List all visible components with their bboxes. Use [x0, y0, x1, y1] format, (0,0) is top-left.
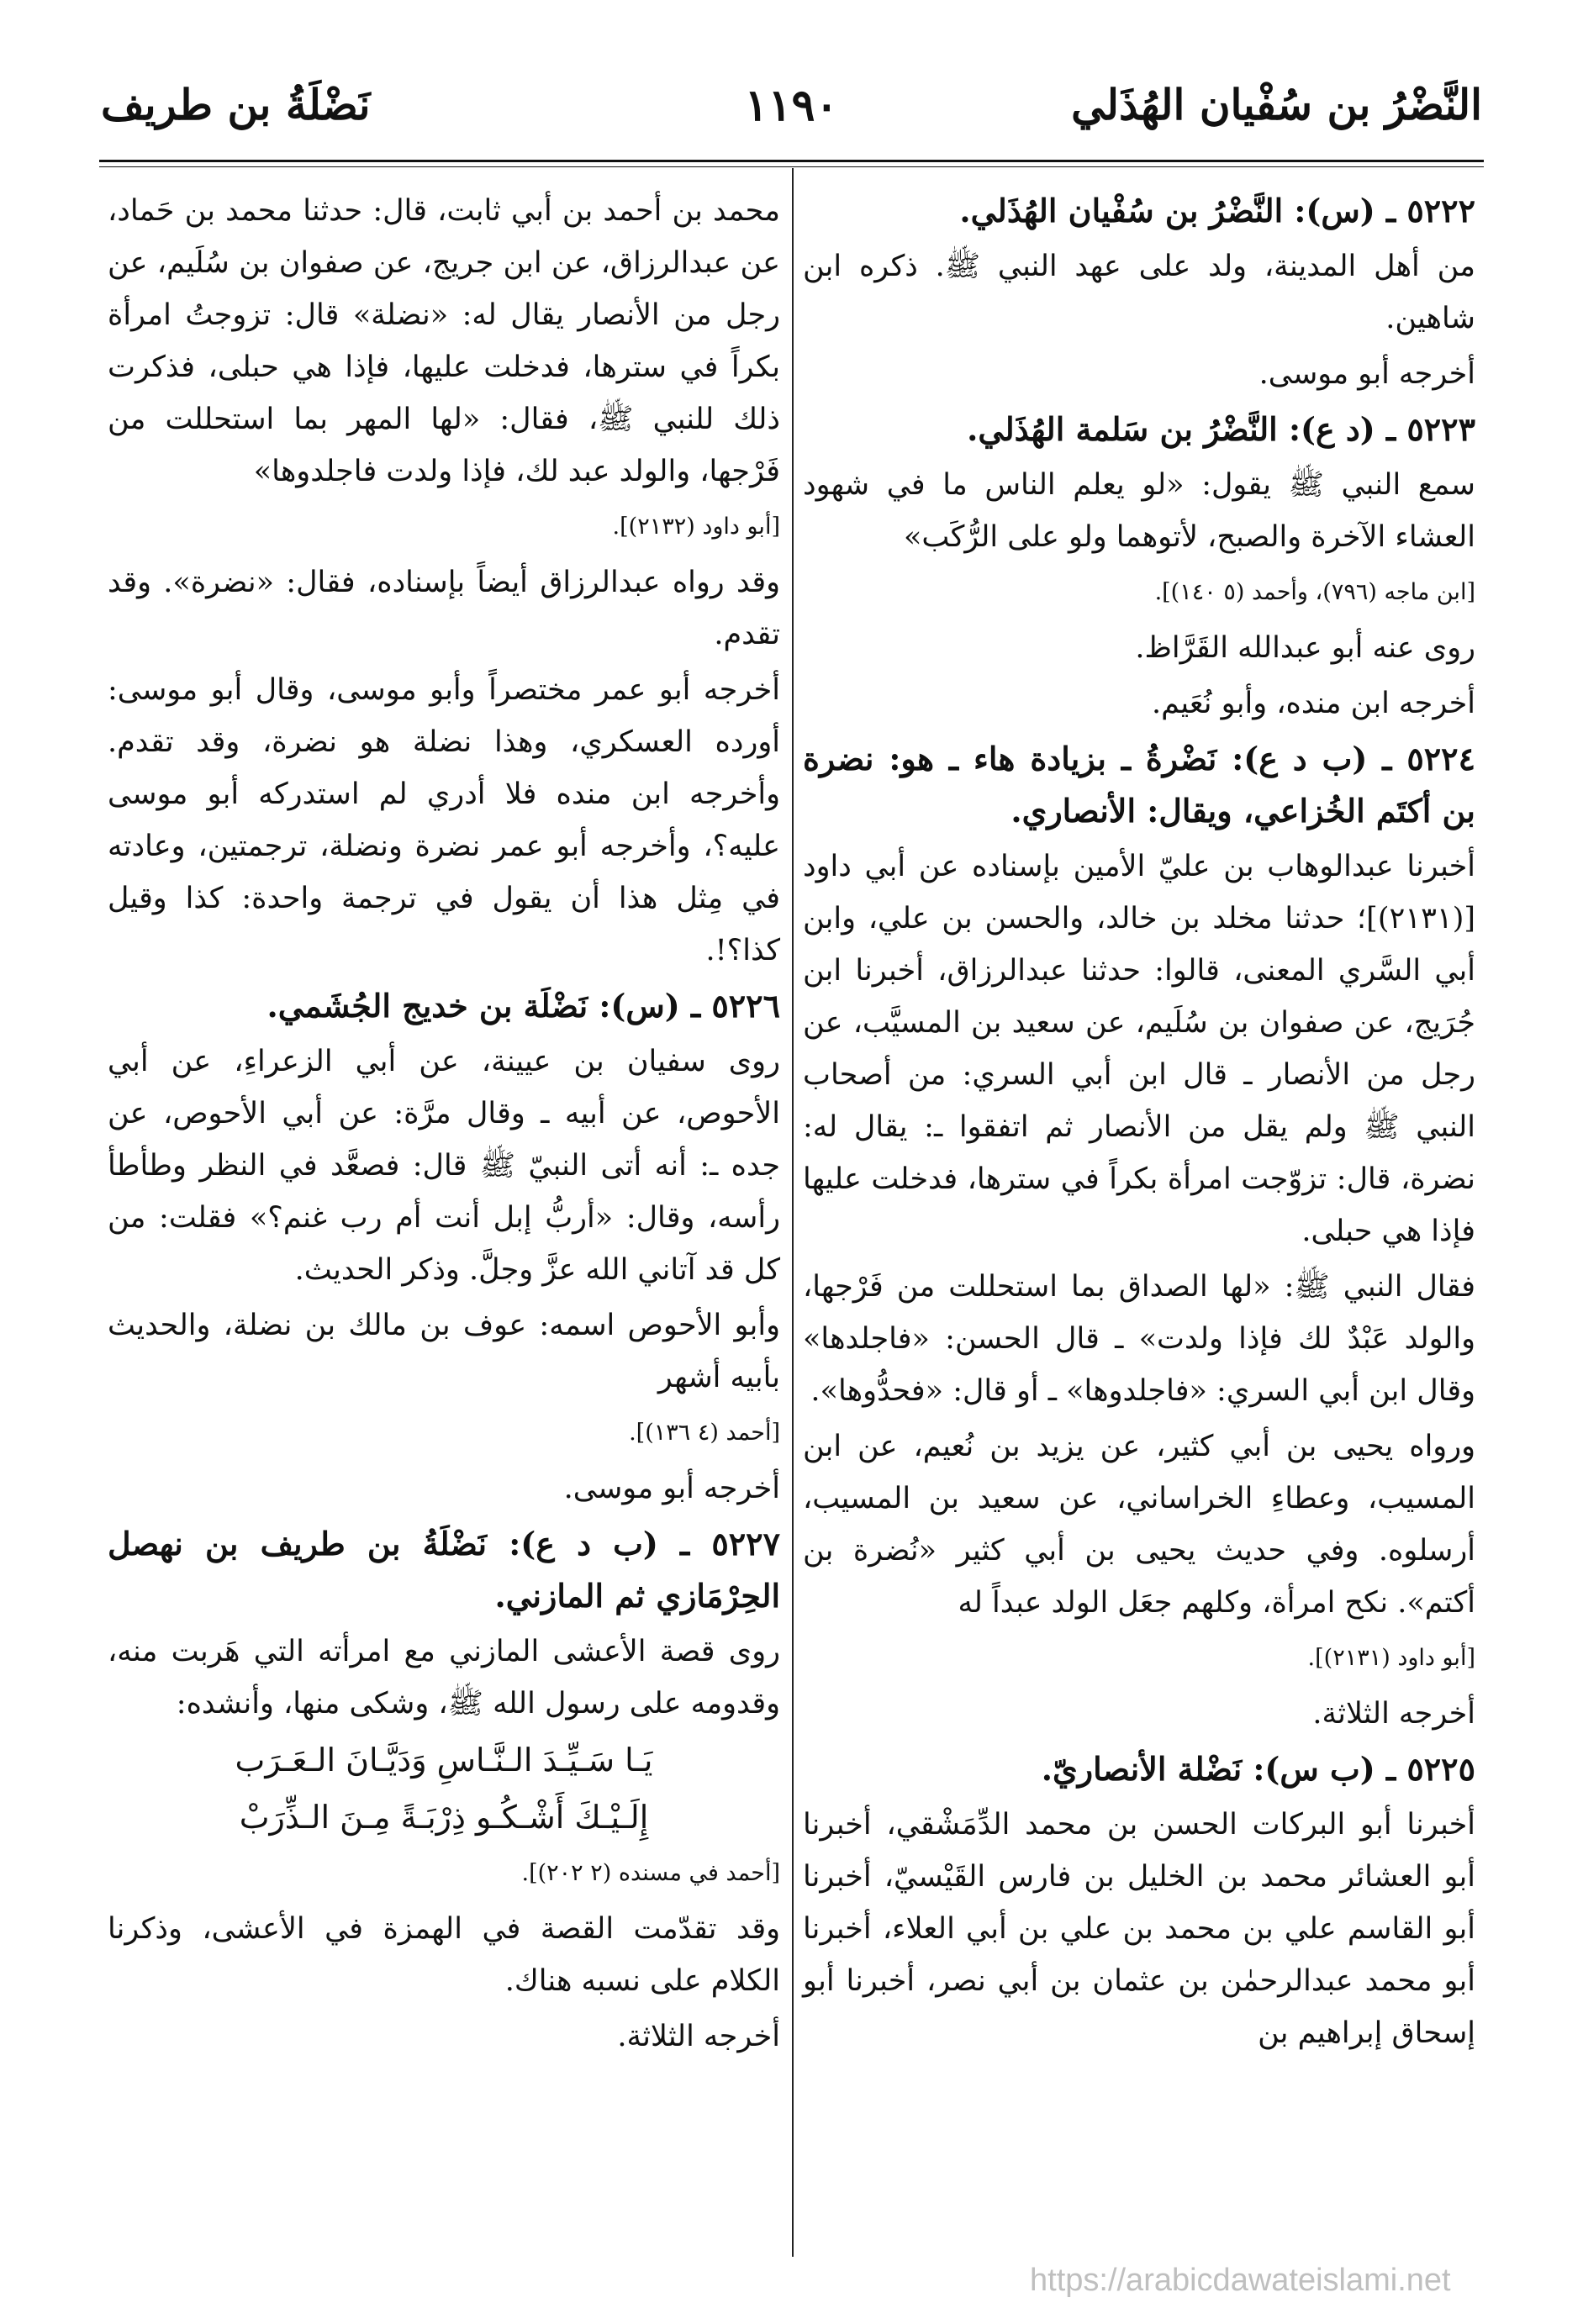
paragraph: وقد رواه عبدالرزاق أيضاً بإسناده، فقال: «نضرة». وقد تقدم. [108, 566, 780, 651]
poem-verse: إِلَـيْـكَ أَشْـكُـو ذِرْبَـةً مِـنَ الـذِّرَبْ [239, 1799, 649, 1836]
entry-heading: ٥٢٢٦ ـ (س): نَضْلَة بن خديج الجُشَمي. [266, 987, 780, 1025]
page-number: ١١٩٠ [744, 80, 839, 131]
left-column [108, 185, 780, 2066]
citation: [أحمد في مسنده (٢ ٢٠٢)]. [521, 1860, 780, 1886]
entry-heading: ٥٢٢٤ ـ (ب د ع): نَضْرةُ ـ بزيادة هاء ـ هو: نضرة بن أكتَم الخُزاعي، ويقال: الأنصاري. [803, 740, 1475, 830]
paragraph: روى عنه أبو عبدالله القَرَّاظ. [1135, 631, 1475, 665]
paragraph: أخرجه أبو عمر مختصراً وأبو موسى، وقال أبو موسى: أورده العسكري، وهذا نضلة هو نضرة، وقد تقدم. وأخرجه ابن منده فلا أدري لم استدركه أبو موسى عليه؟، وأخرجه أبو عمر نضرة ونضلة، ترجمتين، وعادته في مِثل هذا أن يقول في ترجمة واحدة: كذا وقيل كذا؟!. [108, 673, 780, 967]
paragraph: من أهل المدينة، ولد على عهد النبي ﷺ. ذكره ابن شاهين. [803, 250, 1475, 335]
paragraph: روى سفيان بن عيينة، عن أبي الزعراءِ، عن أبي الأحوص، عن أبيه ـ وقال مرَّة: عن أبي الأحوص، عن جده ـ: أنه أتى النبيّ ﷺ قال: فصعَّد في النظر وطأطأ رأسه، وقال: «أربُّ إبل أنت أم رب غنم؟» فقلت: من كل قد آتاني الله عزَّ وجلَّ. وذكر الحديث. [108, 1045, 780, 1287]
citation: [أبو داود (٢١٣٢)]. [612, 514, 780, 540]
right-column [803, 185, 1475, 2063]
entry-heading: ٥٢٢٢ ـ (س): النَّضْرُ بن سُفْيان الهُذَلي. [959, 192, 1475, 229]
paragraph: أخرجه الثلاثة. [1312, 1697, 1475, 1731]
paragraph: أخرجه أبو موسى. [1258, 357, 1475, 391]
citation: [ابن ماجه (٧٩٦)، وأحمد (٥ ١٤٠)]. [1154, 579, 1475, 605]
column-divider [792, 168, 794, 2257]
paragraph: سمع النبي ﷺ يقول: «لو يعلم الناس ما في شهود العشاء الآخرة والصبح، لأتوهما ولو على الرُّكَب» [803, 468, 1475, 554]
paragraph: أخرجه الثلاثة. [617, 2020, 780, 2053]
paragraph: محمد بن أحمد بن أبي ثابت، قال: حدثنا محمد بن حَماد، عن عبدالرزاق، عن ابن جريج، عن صفوان بن سُلَيم، عن رجل من الأنصار يقال له: «نضلة» قال: تزوجتُ امرأة بكراً في سترها، فدخلت عليها، فإذا هي حبلى، فذكرت ذلك للنبي ﷺ، فقال: «لها المهر بما استحللت من فَرْجها، والولد عبد لك، فإذا ولدت فاجلدوها» [108, 194, 780, 488]
citation: [أبو داود (٢١٣١)]. [1307, 1645, 1475, 1671]
citation: [أحمد (٤ ١٣٦)]. [629, 1420, 780, 1446]
paragraph: روى قصة الأعشى المازني مع امرأته التي هَربت منه، وقدومه على رسول الله ﷺ، وشكى منها، وأنشده: [108, 1635, 780, 1721]
page-header [101, 80, 1482, 147]
watermark-url: https://arabicdawateislami.net [1030, 2263, 1451, 2298]
paragraph: وقد تقدّمت القصة في الهمزة في الأعشى، وذكرنا الكلام على نسبه هناك. [108, 1912, 780, 1998]
entry-heading: ٥٢٢٣ ـ (د ع): النَّضْرُ بن سَلمة الهُذَلي. [967, 410, 1475, 448]
paragraph: أخرجه أبو موسى. [563, 1472, 780, 1505]
running-title-right: النَّضْرُ بن سُفْيان الهُذَلي [1071, 80, 1482, 129]
paragraph: أخبرنا أبو البركات الحسن بن محمد الدِّمَشْقي، أخبرنا أبو العشائر محمد بن الخليل بن فارس القَيْسيّ، أخبرنا أبو القاسم علي بن محمد بن علي بن أبي العلاء، أخبرنا أبو محمد عبدالرحمٰن بن عثمان بن أبي نصر، أخبرنا أبو إسحاق إبراهيم بن [803, 1808, 1475, 2050]
paragraph: ورواه يحيى بن أبي كثير، عن يزيد بن نُعيم، عن ابن المسيب، وعطاءِ الخراساني، عن سعيد بن المسيب، أرسلوه. وفي حديث يحيى بن أبي كثير «نُضرة بن أكتم». نكح امرأة، وكلهم جعَل الولد عبداً له [803, 1430, 1475, 1620]
paragraph: أخرجه ابن منده، وأبو نُعَيم. [1151, 687, 1475, 720]
entry-heading: ٥٢٢٧ ـ (ب د ع): نَضْلَةُ بن طريف بن نهصل الحِرْمَازي ثم المازني. [108, 1525, 780, 1615]
paragraph: فقال النبي ﷺ: «لها الصداق بما استحللت من فَرْجها، والولد عَبْدٌ لك فإذا ولدت» ـ قال الحسن: «فاجلدها» وقال ابن أبي السري: «فاجلدوها» ـ أو قال: «فحدُّوها». [803, 1270, 1475, 1408]
entry-heading: ٥٢٢٥ ـ (ب س): نَضْلة الأنصاريّ. [1041, 1750, 1475, 1788]
poem-verse: يَـا سَـيِّـدَ الـنَّـاسِ وَدَيَّـانَ الـعَـرَب [235, 1742, 653, 1779]
running-title-left: نَضْلَةُ بن طريف [101, 80, 371, 129]
paragraph: أخبرنا عبدالوهاب بن عليّ الأمين بإسناده عن أبي داود [(٢١٣١)]؛ حدثنا مخلد بن خالد، والحسن بن علي، وابن أبي السَّري المعنى، قالوا: حدثنا عبدالرزاق، أخبرنا ابن جُرَيج، عن صفوان بن سُلَيم، عن سعيد بن المسيَّب، عن رجل من الأنصار ـ قال ابن أبي السري: من أصحاب النبي ﷺ ولم يقل من الأنصار ثم اتفقوا ـ: يقال له: نضرة، قال: تزوّجت امرأة بكراً في سترها، فدخلت عليها فإذا هي حبلى. [803, 850, 1475, 1248]
header-rule [99, 160, 1484, 167]
paragraph: وأبو الأحوص اسمه: عوف بن مالك بن نضلة، والحديث بأبيه أشهر [108, 1309, 780, 1394]
